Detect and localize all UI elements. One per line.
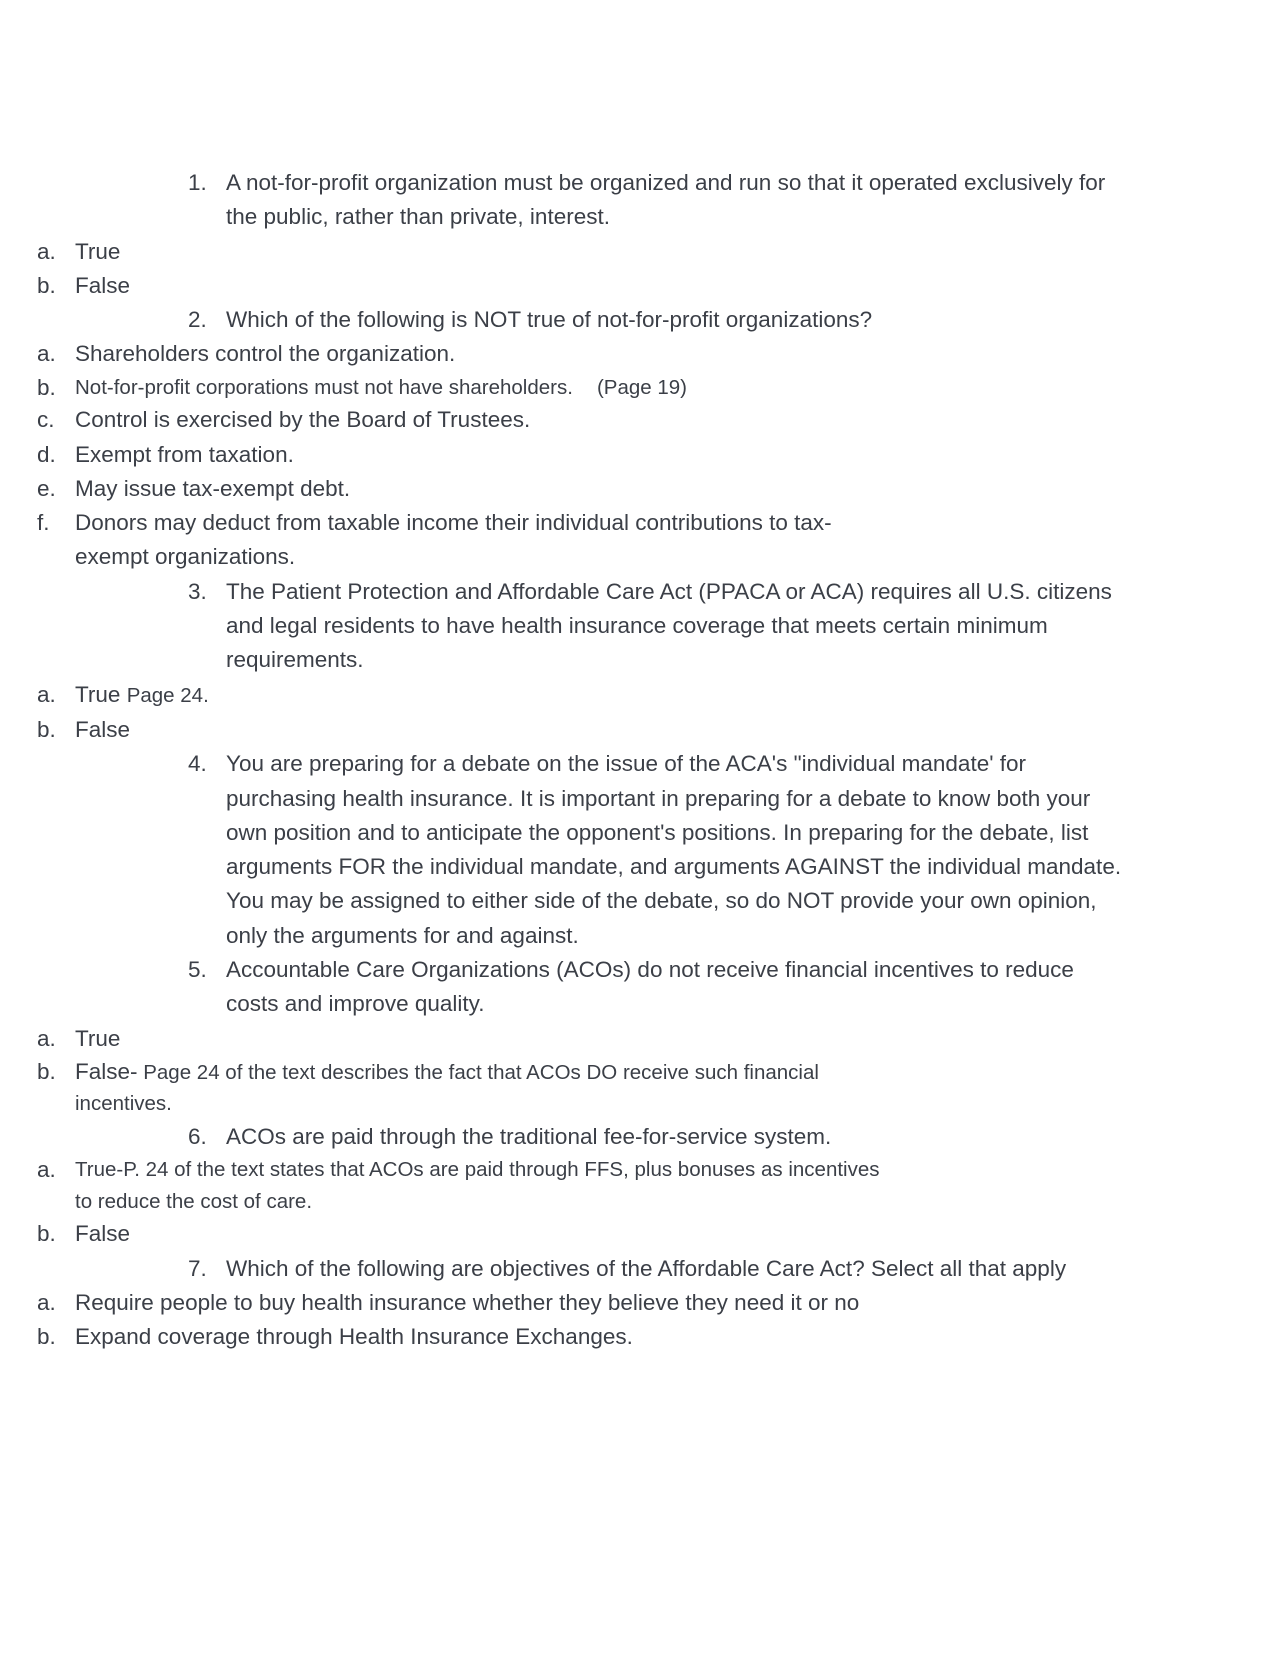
option-2b — [37, 372, 900, 404]
document-page — [0, 166, 1280, 1354]
question-number: 5. — [188, 957, 207, 983]
option-text: May issue tax-exempt debt. — [75, 475, 351, 501]
option-3b — [37, 713, 900, 747]
option-text: Exempt from taxation. — [75, 441, 294, 467]
option-2c — [37, 403, 900, 437]
option-text: False — [75, 1221, 131, 1247]
option-text: Control is exercised by the Board of Trustees. — [75, 407, 531, 433]
option-letter: f. — [37, 510, 50, 536]
option-letter: a. — [37, 238, 56, 264]
option-text: False — [75, 716, 131, 742]
question-text: The Patient Protection and Affordable Care Act (PPACA or ACA) requires all U.S. citizens and legal residents to have health insurance coverage that meets certain minimum requirements. — [226, 578, 1112, 673]
question-text: You are preparing for a debate on the issue of the ACA's "individual mandate' for purchasing health insurance. It is important in preparing for a debate to know both your own position and to anticipate the opponent's positions. In preparing for the debate, list arguments FOR the individual mandate, and arguments AGAINST the individual mandate. — [226, 751, 1122, 880]
option-1a — [37, 235, 900, 269]
question-instruction: You may be assigned to either side of the debate, so do NOT provide your own opinion, only the arguments for and against. — [226, 888, 1097, 948]
option-letter: b. — [37, 716, 56, 742]
option-letter: a. — [37, 1289, 56, 1315]
option-3a — [37, 678, 900, 713]
option-5a — [37, 1022, 900, 1056]
option-2e — [37, 472, 900, 506]
question-text: Accountable Care Organizations (ACOs) do not receive financial incentives to reduce costs and improve quality. — [226, 957, 1074, 1017]
option-letter: b. — [37, 374, 56, 400]
question-text: Which of the following is NOT true of not-for-profit organizations? — [226, 307, 873, 333]
question-5 — [188, 953, 1126, 1022]
question-2 — [188, 303, 1126, 337]
page-reference-note: (Page 19) — [596, 375, 687, 399]
question-text: ACOs are paid through the traditional fee-for-service system. — [226, 1123, 832, 1149]
option-5b — [37, 1056, 900, 1120]
page-reference-note: Page 24. — [126, 683, 209, 707]
question-number: 4. — [188, 751, 207, 777]
question-number: 1. — [188, 170, 207, 195]
option-letter: d. — [37, 441, 56, 467]
question-number: 7. — [188, 1255, 207, 1281]
option-2a — [37, 337, 900, 371]
question-text: A not-for-profit organization must be organized and run so that it operated exclusively for the public, rather than private, interest. — [226, 170, 1106, 230]
option-text: False- — [75, 1058, 138, 1084]
option-letter: a. — [37, 1157, 56, 1183]
question-4 — [188, 747, 1126, 953]
option-letter: b. — [37, 1221, 56, 1247]
question-number: 2. — [188, 307, 207, 333]
option-text: Shareholders control the organization. — [75, 341, 456, 367]
question-1 — [188, 166, 1126, 235]
option-letter: b. — [37, 1058, 56, 1084]
question-6 — [188, 1120, 1126, 1154]
option-6a — [37, 1154, 900, 1217]
option-6b — [37, 1217, 900, 1251]
option-letter: e. — [37, 475, 56, 501]
option-2f — [37, 506, 900, 575]
option-text: Not-for-profit corporations must not have shareholders. — [75, 375, 573, 399]
question-3 — [188, 575, 1126, 678]
option-text: False — [75, 272, 131, 298]
option-2d — [37, 438, 900, 472]
question-text: Which of the following are objectives of the Affordable Care Act? Select all that apply — [226, 1255, 1067, 1281]
option-text: True — [75, 681, 121, 707]
option-7b — [37, 1320, 900, 1354]
option-letter: a. — [37, 1025, 56, 1051]
option-1b — [37, 269, 900, 303]
option-text: True-P. 24 of the text states that ACOs are paid through FFS, plus bonuses as incentives to reduce the cost of care. — [75, 1158, 880, 1213]
option-text: True — [75, 1025, 121, 1051]
answer-explanation: Page 24 of the text describes the fact that ACOs DO receive such financial incentives. — [75, 1060, 819, 1116]
option-letter: c. — [37, 407, 55, 433]
option-7a — [37, 1286, 900, 1320]
option-letter: a. — [37, 341, 56, 367]
option-letter: b. — [37, 272, 56, 298]
question-7 — [188, 1252, 1126, 1286]
question-number: 6. — [188, 1123, 207, 1149]
option-text: Expand coverage through Health Insurance Exchanges. — [75, 1324, 633, 1350]
option-letter: b. — [37, 1324, 56, 1350]
question-number: 3. — [188, 578, 207, 604]
option-letter: a. — [37, 681, 56, 707]
option-text: Donors may deduct from taxable income their individual contributions to tax-exempt organizations. — [75, 510, 832, 570]
option-text: Require people to buy health insurance whether they believe they need it or no — [75, 1289, 860, 1315]
option-text: True — [75, 238, 121, 264]
